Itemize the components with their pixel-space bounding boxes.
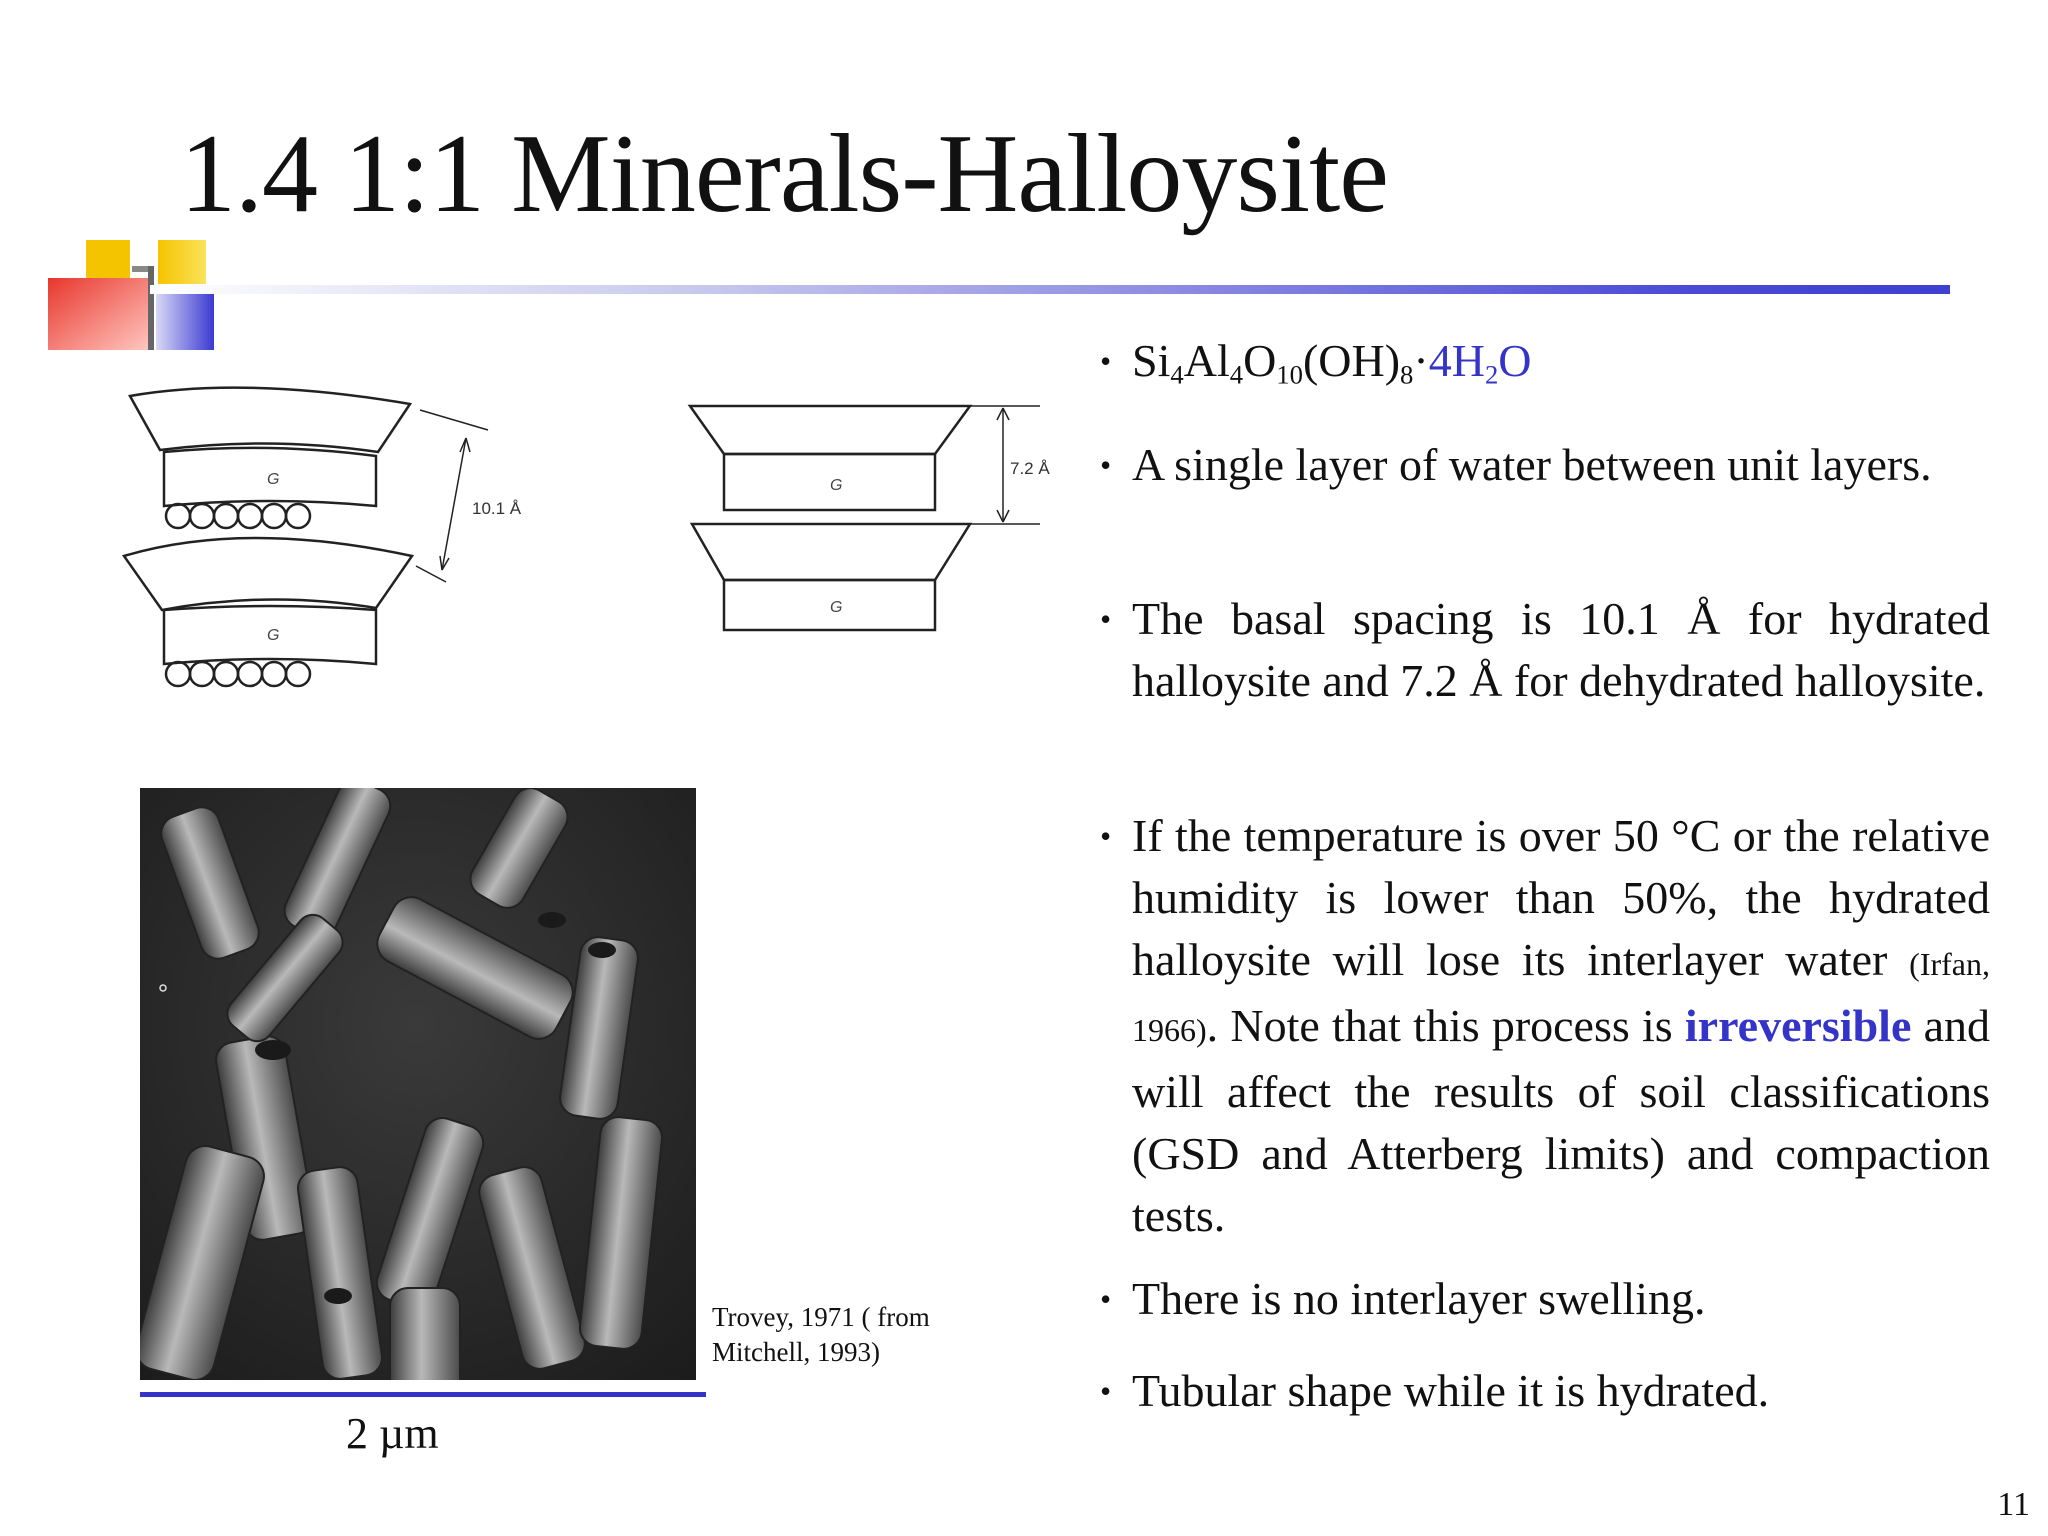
bullet-marker: • [1100,601,1112,637]
scale-bar-label: 2 µm [346,1409,439,1458]
formula-o: O [1243,335,1277,386]
citation: (Irfan, 1966) [1132,946,1990,1048]
bullet-marker: • [1100,1373,1112,1409]
bullet-basal-spacing [1100,588,1990,712]
bullet-text: The basal spacing is 10.1 Å for hydrated halloysite and 7.2 Å for dehydrated halloysite. [1132,593,1990,706]
formula-si-subscript: 4 [1170,359,1184,390]
bullet-text-part: and will affect the results of soil classifications (GSD and Atterberg limits) and compaction tests. [1132,1000,1990,1241]
bullet-marker: • [1100,343,1112,379]
formula-o-subscript: 10 [1276,359,1303,390]
hydrated-spacing-label: 10.1 Å [472,499,522,518]
bullet-no-swelling [1100,1268,1990,1330]
bullet-text [1132,805,1990,1247]
chemical-formula [1132,330,1990,405]
bullet-formula [1100,330,1990,405]
bullet-water-layer [1100,434,1990,496]
sheet-label: G [830,599,843,616]
bullet-text-part: . Note that this process is [1206,1000,1685,1051]
dehydrated-structure [690,406,1050,630]
bullet-tubular [1100,1360,1990,1422]
bullet-marker: • [1100,1281,1112,1317]
scale-bar [140,1392,706,1397]
bullet-text: There is no interlayer swelling. [1132,1273,1706,1324]
formula-water-o: O [1498,335,1532,386]
formula-oh-subscript: 8 [1400,359,1414,390]
bullet-text: Tubular shape while it is hydrated. [1132,1365,1770,1416]
decorative-squares-logo [48,240,218,350]
sheet-label: G [830,477,843,494]
formula-si: Si [1132,335,1171,386]
bullet-text: A single layer of water between unit layers. [1132,439,1932,490]
emphasis-irreversible: irreversible [1684,1000,1912,1051]
formula-oh: (OH) [1302,335,1401,386]
formula-water: 4H [1428,335,1485,386]
formula-al: Al [1183,335,1230,386]
halloysite-structure-diagram [110,370,1070,710]
formula-dot: · [1413,335,1429,386]
bullet-dehydration [1100,805,1990,1247]
dehydrated-spacing-label: 7.2 Å [1010,459,1050,478]
hydrated-structure [124,388,522,686]
formula-al-subscript: 4 [1229,359,1244,390]
bullet-text-part: If the temperature is over 50 °C or the relative humidity is lower than 50%, the hydrated halloysite will lose its interlayer water [1132,810,1990,985]
page-number: 11 [1997,1486,2030,1523]
halloysite-sem-micrograph [140,788,696,1380]
sheet-label: G [267,471,280,488]
bullet-marker: • [1100,818,1112,854]
slide-title: 1.4 1:1 Minerals-Halloysite [180,112,1388,236]
bullet-marker: • [1100,447,1112,483]
title-underline [150,285,1950,294]
formula-water-subscript: 2 [1484,359,1499,390]
sheet-label: G [267,627,280,644]
image-caption: Trovey, 1971 ( from Mitchell, 1993) [712,1302,930,1367]
